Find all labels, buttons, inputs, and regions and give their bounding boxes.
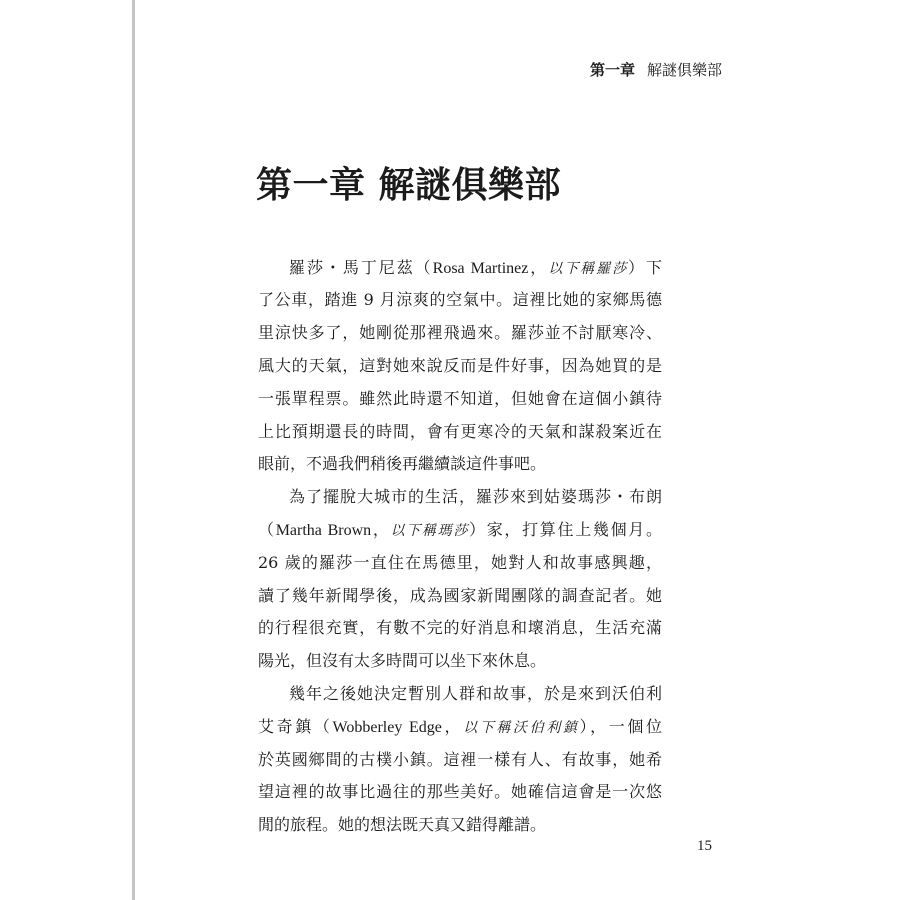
page-number: 15 xyxy=(697,838,712,854)
text-line: 閒的旅程。她的想法既天真又錯得離譜。 xyxy=(258,815,547,835)
text-line: 26 歲的羅莎一直住在馬德里，她對人和故事感興趣， xyxy=(258,552,662,572)
text-line: 了公車，踏進 9 月涼爽的空氣中。這裡比她的家鄉馬德 xyxy=(258,290,662,310)
running-header xyxy=(590,60,722,80)
text-line: 里涼快多了，她剛從那裡飛過來。羅莎並不討厭寒冷、 xyxy=(258,323,662,343)
text-line: 讀了幾年新聞學後，成為國家新聞團隊的調查記者。她 xyxy=(258,585,662,605)
name-note: 以下稱羅莎 xyxy=(548,260,629,277)
page-spine-shadow xyxy=(132,0,135,900)
text-line: 羅莎・馬丁尼茲（Rosa Martinez，以下稱羅莎）下 xyxy=(289,257,662,277)
text-line: 為了擺脫大城市的生活，羅莎來到姑婆瑪莎・布朗 xyxy=(289,487,662,507)
text-line: 陽光，但沒有太多時間可以坐下來休息。 xyxy=(258,651,547,671)
name-note: 以下稱瑪莎 xyxy=(390,522,470,539)
text-line: 艾奇鎮（Wobberley Edge，以下稱沃伯利鎮），一個位 xyxy=(258,716,662,736)
running-header-title: 解謎俱樂部 xyxy=(646,61,722,79)
name-note: 以下稱沃伯利鎮 xyxy=(463,719,580,736)
chapter-title: 第一章 解謎俱樂部 xyxy=(256,165,562,206)
text-line: 上比預期還長的時間，會有更寒冷的天氣和謀殺案近在 xyxy=(258,421,662,441)
text-line: 幾年之後她決定暫別人群和故事，於是來到沃伯利 xyxy=(289,683,662,703)
text-line: 的行程很充實，有數不完的好消息和壞消息，生活充滿 xyxy=(258,618,662,638)
text-line: 於英國鄉間的古樸小鎮。這裡一樣有人、有故事，她希 xyxy=(258,749,662,769)
text-line: 望這裡的故事比過往的那些美好。她確信這會是一次悠 xyxy=(258,782,662,802)
running-header-chapter: 第一章 xyxy=(589,61,635,79)
latin-name: Rosa Martinez xyxy=(432,259,529,277)
text-line: 眼前，不過我們稍後再繼續談這件事吧。 xyxy=(258,454,547,474)
latin-name: Wobberley Edge xyxy=(332,718,442,736)
text-line: （Martha Brown，以下稱瑪莎）家，打算住上幾個月。 xyxy=(258,519,662,539)
text-line: 風大的天氣，這對她來說反而是件好事，因為她買的是 xyxy=(258,355,662,375)
body-text xyxy=(258,252,662,842)
latin-name: Martha Brown xyxy=(275,521,372,539)
text-line: 一張單程票。雖然此時還不知道，但她會在這個小鎮待 xyxy=(258,388,662,408)
